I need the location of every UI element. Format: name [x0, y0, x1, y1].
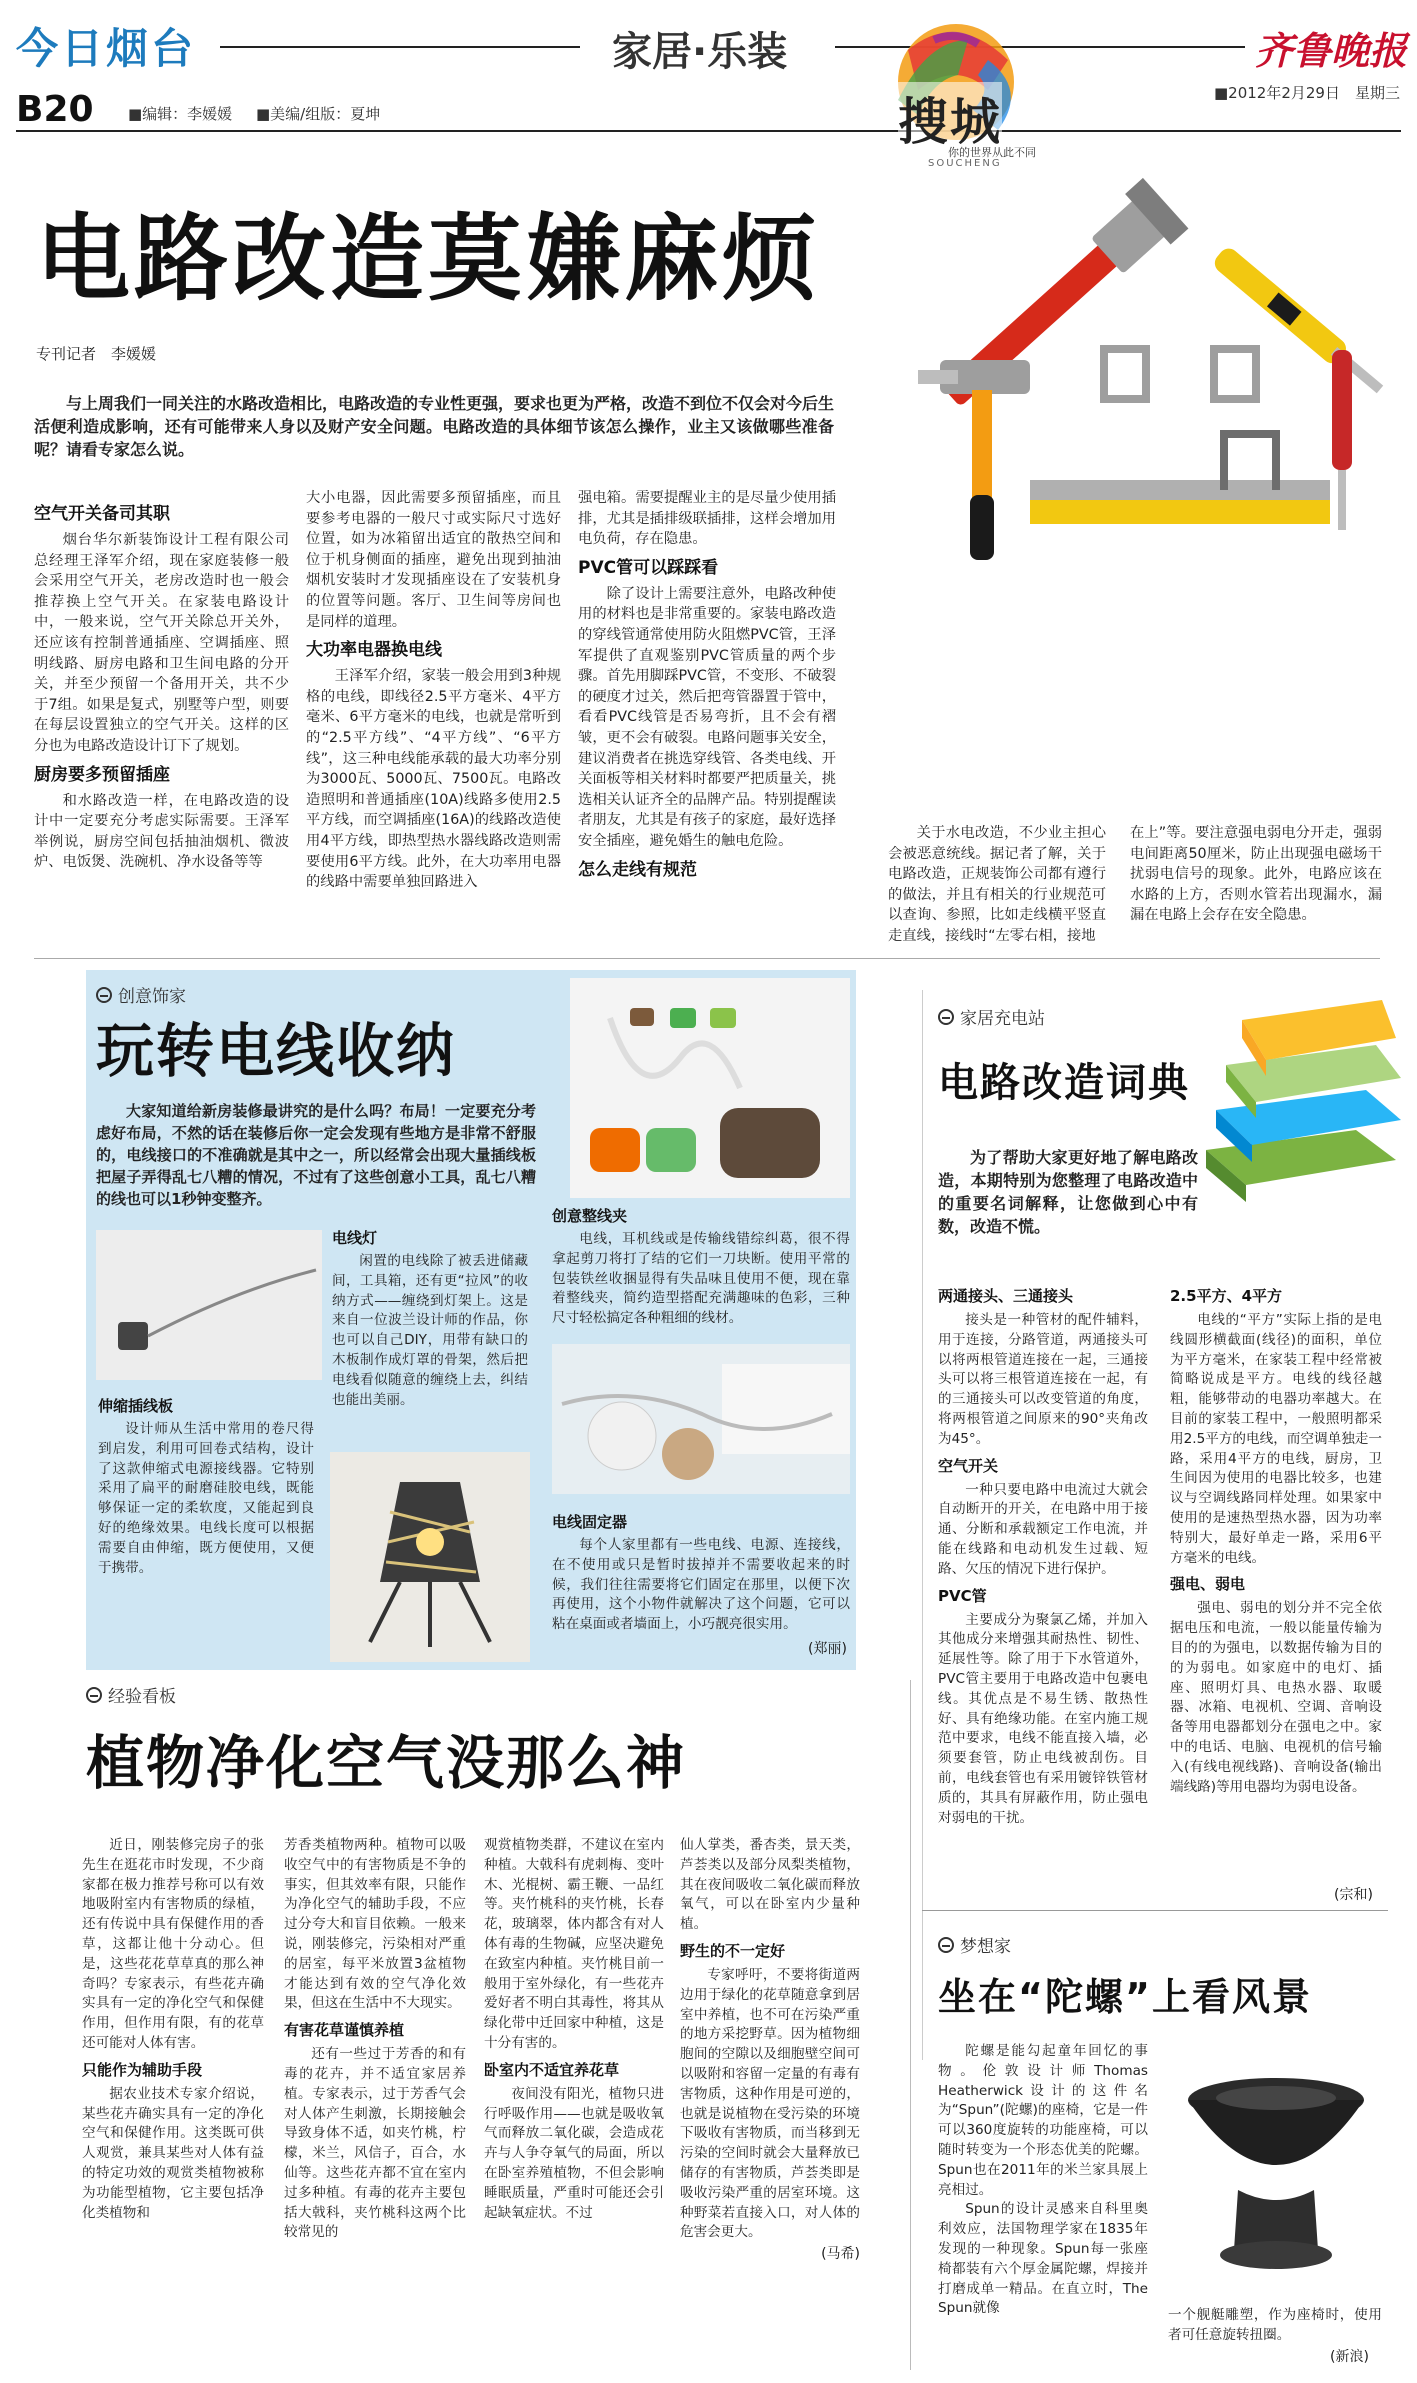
subheading: 大功率电器换电线: [306, 640, 442, 661]
logo-pinyin: SOUCHENG: [928, 158, 1002, 169]
lead-col-1: [34, 496, 289, 956]
paragraph: 陀螺是能勾起童年回忆的事物。伦敦设计师Thomas Heatherwick设计的这件名为“Spun”(陀螺)的座椅，它是一件可以360度旋转的功能座椅，可以随时转变为一个形态优美的陀螺。Spun也在2011年的米兰家具展上亮相过。: [938, 2043, 1148, 2198]
plants-column-tag: [86, 1682, 176, 1707]
subheading: 只能作为辅助手段: [82, 2060, 203, 2079]
column-tag-icon: [938, 1937, 954, 1953]
subheading: PVC管: [938, 1586, 987, 1605]
glossary-column-tag: [938, 1004, 1045, 1029]
paragraph: 接头是一种管材的配件辅料，用于连接，分路管道，两通接头可以将两根管道连接在一起，三通接头可以将三根管道连接在一起，有的三通接头可以改变管道的角度，将两根管道之间原来的90°夹角改为45°。: [938, 1312, 1148, 1447]
spun-text: [938, 2042, 1148, 2319]
column-tag-icon: [96, 987, 112, 1003]
section-name: 今日烟台: [16, 24, 197, 73]
item-text-cable-lamp: 闲置的电线除了被丢进储藏间，工具箱，还有更“拉风”的收纳方式——缠绕到灯架上。这是来自一位波兰设计师的作品，你也可以自己DIY，用带有缺口的木板制作成灯罩的骨架，然后把电线看似随意的缠绕上去，纠结也能出美丽。: [332, 1253, 528, 1408]
item-text-cable-clip: 电线，耳机线或是传输线错综纠葛，很不得拿起剪刀将打了结的它们一刀块断。使用平常的包装铁丝收捆显得有失品味且使用不便，现在靠着整线夹，简约造型搭配充满趣味的色彩，三种尺寸轻松搞定各种粗细的线材。: [552, 1231, 850, 1327]
paragraph: 夜间没有阳光，植物只进行呼吸作用——也就是吸收氧气而释放二氧化碳，会造成花卉与人争夺氧气的局面，所以在卧室养殖植物，不但会影响睡眠质量，严重时可能还会引起缺氧症状。不过: [484, 2085, 664, 2221]
cable-lamp-photo: [96, 1230, 322, 1380]
paragraph: 主要成分为聚氯乙烯，并加入其他成分来增强其耐热性、韧性、延展性等。除了用于下水管道外，PVC管主要用于电路改造中包裹电线。其优点是不易生锈、散热性好、具有绝缘功能。在室内施工规范中要求，电线不能直接入墙，必须要套管，防止电线被刮伤。目前，电线套管也有采用镀锌铁管材质的，其具有屏蔽作用，防止强电对弱电的干扰。: [938, 1611, 1148, 1826]
lead-col-5: [1130, 823, 1382, 953]
logo-text: 搜城: [898, 82, 1002, 154]
cable-holder-photo: [552, 1344, 850, 1494]
issue-date: ■2012年2月29日 星期三: [1214, 84, 1400, 102]
spun-chair-photo: [1168, 2060, 1384, 2300]
paragraph: 强电箱。需要提醒业主的是尽量少使用插排，尤其是插排级联插排，这样会增加用电负荷，存在隐患。: [578, 490, 836, 548]
cable-clips-icon: [570, 978, 850, 1198]
subheading: 野生的不一定好: [680, 1941, 786, 1960]
paragraph: 烟台华尔新装饰设计工程有限公司总经理王泽军介绍，现在家庭装修一般会采用空气开关，老房改造时也一般会推荐换上空气开关。在家装电路设计中，一般来说，空气开关除总开关外，还应该有控制普通插座、空调插座、照明线路、厨房电路和卫生间电路的分开关，并至少预留一个备用开关，共不少于7组。如果是复式，别墅等户型，则要在每层设置独立的空气开关。这样的区分也为电路改造设计订下了规划。: [34, 532, 289, 754]
lead-headline: 电路改造莫嫌麻烦: [36, 205, 821, 314]
lead-intro: 与上周我们一同关注的水路改造相比，电路改造的专业性更强，要求也更为严格，改造不到位不仅会对今后生活便利造成影响，还有可能带来人身以及财产安全问题。电路改造的具体细节该怎么操作，业主又该做哪些准备呢？请看专家怎么说。: [34, 394, 835, 459]
cable-holder-icon: [552, 1344, 850, 1494]
subheading: 两通接头、三通接头: [938, 1287, 1074, 1305]
cable-headline: 玩转电线收纳: [96, 1017, 457, 1085]
paragraph: 强电、弱电的划分并不完全依据电压和电流，一般以能量传输为目的的为强电，以数据传输为目的的为弱电。如家庭中的电灯、插座、照明灯具、电热水器、取暖器、冰箱、电视机、空调、音响设备等用电器都划分在强电之中。家中的电话、电脑、电视机的信号输入(有线电视线路)、音响设备(输出端线路)等用电器均为弱电设备。: [1170, 1600, 1382, 1795]
item-title-cable-clip: 创意整线夹: [552, 1207, 628, 1225]
paragraph: 仙人掌类，番杏类，景天类，芦荟类以及部分凤梨类植物，其在夜间吸收二氧化碳而释放氧气，可以在卧室内少量种植。: [680, 1837, 860, 1933]
lead-col-4: [888, 823, 1106, 953]
glossary-headline: 电路改造词典: [938, 1060, 1190, 1106]
column-tag-icon: [86, 1687, 102, 1703]
cable-lamp-icon: [96, 1230, 322, 1380]
wire-lamp-photo: [330, 1452, 530, 1662]
tools-house-icon: [880, 140, 1410, 580]
paragraph: 据农业技术专家介绍说，某些花卉确实具有一定的净化空气和保健作用。这类既可供人观赏，兼具某些对人体有益的特定功效的观赏类植物被称为功能型植物，它主要包括净化类植物和: [82, 2085, 264, 2221]
books-illustration: [1186, 980, 1404, 1220]
masthead: [0, 0, 1417, 169]
page-number: B20: [16, 89, 94, 130]
plants-column-tag-label: 经验看板: [108, 1687, 176, 1707]
item-title-cable-lamp: 电线灯: [332, 1229, 378, 1247]
paragraph: 近日，刚装修完房子的张先生在逛花市时发现，不少商家都在极力推荐号称可以有效地吸附室内有害物质的绿植，还有传说中具有保健作用的香草，这都让他十分动心。但是，这些花花草草真的那么神奇吗？专家表示，有些花卉确实具有一定的净化空气和保健作用，但作用有限，有的花草还可能对人体有害。: [82, 1837, 264, 2051]
subheading: 厨房要多预留插座: [34, 764, 170, 785]
spun-chair-icon: [1168, 2060, 1384, 2300]
paragraph: 大小电器，因此需要多预留插座，而且要参考电器的一般尺寸或实际尺寸选好位置，如为冰箱留出适宜的散热空间和位于机身侧面的插座，避免出现到抽油烟机安装时才发现插座设在了安装机身的位置等问题。客厅、卫生间等房间也是同样的道理。: [306, 490, 561, 630]
paragraph: 除了设计上需要注意外，电路改种使用的材料也是非常重要的。家装电路改造的穿线管通常使用防火阻燃PVC管，王泽军提供了直观鉴别PVC管质量的两个步骤。首先用脚踩PVC管，不变形、不破裂的硬度才过关，然后把弯管器置于管中，看看PVC线管是否易弯折，且不会有褶皱，更不会有破裂。电路问题事关安全，建议消费者在挑选穿线管、各类电线、开关面板等相关材料时都要严把质量关，挑选相关认证齐全的品牌产品。特别提醒读者朋友，尤其是有孩子的家庭，最好选择安全插座，避免婚生的触电危险。: [578, 585, 836, 849]
editor-credit: ■编辑：李媛媛: [128, 105, 233, 123]
subheading: 空气开关: [938, 1456, 999, 1475]
subheading: 空气开关备司其职: [34, 504, 170, 524]
paragraph: 观赏植物类群，不建议在室内种植。大戟科有虎刺梅、变叶木、光棍树、霸王鞭、一品红等。夹竹桃科的夹竹桃，长春花，玻璃翠，体内都含有对人体有毒的生物碱，应坚决避免在致室内种植。夹竹桃目前一般用于室外绿化，有一些花卉爱好者不明白其毒性，将其从绿化带中迁回家中种植，这是十分有害的。: [484, 1837, 664, 2051]
plants-credit: (马希): [821, 2246, 860, 2263]
paragraph: 芳香类植物两种。植物可以吸收空气中的有害物质是不争的事实，但其效率有限，只能作为净化空气的辅助手段，不应过分夸大和盲目依赖。一般来说，刚装修完，污染相对严重的居室，每平米放置3盆植物才能达到有效的空气净化效果，但这在生活中不大现实。: [284, 1837, 466, 2012]
paragraph: 还有一些过于芳香的和有毒的花卉，并不适宜家居养植。专家表示，过于芳香气会对人体产生刺激，长期接触会导致身体不适，如夹竹桃，柠檬，米兰，风信子，百合，水仙等。这些花卉都不宜在室内过多种植。有毒的花卉主要包括大戟科，夹竹桃科这两个比较常见的: [284, 2046, 466, 2241]
subheading: 2.5平方、4平方: [1170, 1287, 1283, 1305]
spun-caption: 一个舰艇雕塑，作为座椅时，使用者可任意旋转扭圈。: [1168, 2307, 1382, 2343]
paragraph: 关于水电改造，不少业主担心会被恶意统线。据记者了解，关于电路改造，正规装饰公司都有遵行的做法，并且有相关的行业规范可以查询、参照，比如走线横平竖直走直线，接线时“左零右相，接地: [888, 825, 1106, 944]
wire-lamp-icon: [330, 1452, 530, 1662]
channel-name: 家居·乐装: [612, 29, 788, 75]
glossary-column-tag-label: 家居充电站: [960, 1009, 1045, 1029]
plants-col-4: [680, 1836, 860, 2376]
cable-column-tag-label: 创意饰家: [118, 987, 186, 1007]
item-text-retractable-strip: 设计师从生活中常用的卷尺得到启发，利用可回卷式结构，设计了这款伸缩式电源接线器。它特别采用了扁平的耐磨硅胶电线，既能够保证一定的柔软度，又能起到良好的绝缘效果。电线长度可以根据需要自由伸缩，既方便使用，又便于携带。: [98, 1421, 314, 1576]
paragraph: 电线的“平方”实际上指的是电线圆形横截面(线径)的面积，单位为平方毫米，在家装工程中经常被简略说成是平方。电线的线径越粗，能够带动的电器功率越大。在目前的家装工程中，一般照明都采用2.5平方的电线，而空调单独走一路，采用4平方的电线，厨房，卫生间因为使用的电器比较多，也建议与空调线路同样处理。如果家中使用的是速热型热水器，因为功率特别大，最好单走一路，采用6平方毫米的电线。: [1170, 1312, 1382, 1566]
cable-intro: 大家知道给新房装修最讲究的是什么吗？布局！一定要充分考虑好布局，不然的话在装修后你一定会发现有些地方是非常不舒服的，电线接口的不准确就是其中之一，所以经常会出现大量插线板把屋子弄得乱七八糟的情况，不过有了这些创意小工具，乱七八糟的线也可以1秒钟变整齐。: [96, 1102, 536, 1208]
paragraph: 一种只要电路中电流过大就会自动断开的开关，在电路中用于接通、分断和承载额定工作电流，并能在线路和电动机发生过载、短路、欠压的情况下进行保护。: [938, 1481, 1148, 1577]
column-tag-icon: [938, 1009, 954, 1025]
spun-top-rule: [922, 1910, 1388, 1911]
subheading: 强电、弱电: [1170, 1575, 1246, 1594]
paragraph: 王泽军介绍，家装一般会用到3种规格的电线，即线径2.5平方毫米、4平方毫米、6平方毫米的电线，也就是常听到的“2.5平方线”、“4平方线”、“6平方线”，这三种电线能承载的最大功率分别为3000瓦、5000瓦、7500瓦。电路改造照明和普通插座(10A)线路多使用2.5平方线，而空调插座(16A)的线路改造使用4平方线，即热型热水器线路改造则需要使用6平方线。此外，在大功率用电器的线路中需要单独回路进入: [306, 668, 561, 891]
glossary-col-left: [938, 1280, 1148, 2020]
paragraph: 在上”等。要注意强电弱电分开走，强弱电间距离50厘米，防止出现强电磁场干扰弱电信号的现象。此外，电路应该在水路的上方，否则水管若出现漏水，漏漏在电路上会存在安全隐患。: [1130, 825, 1382, 924]
plants-col-1: [82, 1836, 264, 2376]
masthead-top-rule: [220, 46, 580, 48]
paragraph: Spun的设计灵感来自科里奥利效应，法国物理学家在1835年发现的一种现象。Spun每一张座椅都装有六个厚金属陀螺，焊接并打磨成单一精品。在直立时，The Spun就像: [938, 2201, 1148, 2317]
item-title-retractable-strip: 伸缩插线板: [98, 1397, 174, 1415]
lead-col-2: [306, 488, 561, 948]
lead-bottom-rule: [34, 958, 1380, 959]
item-title-cable-holder: 电线固定器: [552, 1513, 628, 1531]
subheading: PVC管可以踩踩看: [578, 557, 719, 578]
lead-byline: 专刊记者 李媛媛: [36, 345, 157, 363]
glossary-intro: 为了帮助大家更好地了解电路改造，本期特别为您整理了电路改造中的重要名词解释，让您做到心中有数，改造不慌。: [938, 1148, 1198, 1236]
subheading: 卧室内不适宜养花草: [484, 2060, 620, 2079]
paragraph: 专家呼吁，不要将街道两边用于绿化的花草随意拿到居室中养植，也不可在污染严重的地方采挖野草。因为植物细胞间的空隙以及细胞壁空间可以吸附和容留一定量的有毒有害物质，这种作用是可逆的，也就是说植物在受污染的环境下吸收有害物质，而当移到无污染的空间时就会大量释放已储存的有害物质，芦荟类即是吸收污染严重的居室环境。这种野菜若直接入口，对人体的危害会更大。: [680, 1966, 860, 2241]
section-divider: [910, 1680, 911, 2370]
plants-col-2: [284, 1836, 466, 2376]
cable-credit: (郑丽): [808, 1641, 847, 1657]
subheading: 有害花草谨慎养植: [284, 2021, 405, 2040]
spun-headline: 坐在“陀螺”上看风景: [938, 1975, 1312, 2019]
newspaper-logo: 齐鲁晚报: [1255, 28, 1408, 73]
books-icon: [1186, 980, 1404, 1220]
masthead-bottom-rule: [16, 130, 1401, 132]
subheading: 怎么走线有规范: [578, 859, 697, 880]
plants-col-3: [484, 1836, 664, 2376]
spun-column-tag-label: 梦想家: [960, 1937, 1011, 1957]
cable-column-tag: [96, 982, 186, 1007]
plants-headline: 植物净化空气没那么神: [86, 1729, 687, 1797]
logo-tagline: 你的世界从此不同: [948, 146, 1036, 159]
spun-column-tag: [938, 1932, 1011, 1957]
item-text-cable-holder: 每个人家里都有一些电线、电源、连接线，在不使用或只是暂时拔掉并不需要收起来的时候，我们往往需要将它们固定在那里，以便下次再使用，这个小物件就解决了这个问题，它可以粘在桌面或者墙面上，小巧靓亮很实用。: [552, 1537, 850, 1633]
glossary-credit: (宗和): [1334, 1887, 1373, 1903]
lead-col-3: [578, 488, 836, 948]
tools-house-illustration: [880, 140, 1410, 580]
spun-credit: (新浪): [1330, 2349, 1369, 2365]
cable-clips-photo: [570, 978, 850, 1198]
designer-credit: ■美编/组版：夏坤: [256, 105, 381, 123]
paragraph: 和水路改造一样，在电路改造的设计中一定要充分考虑实际需要。王泽军举例说，厨房空间包括抽油烟机、微波炉、电饭煲、洗碗机、净水设备等等: [34, 792, 289, 871]
glossary-col-right: [1170, 1280, 1382, 2020]
